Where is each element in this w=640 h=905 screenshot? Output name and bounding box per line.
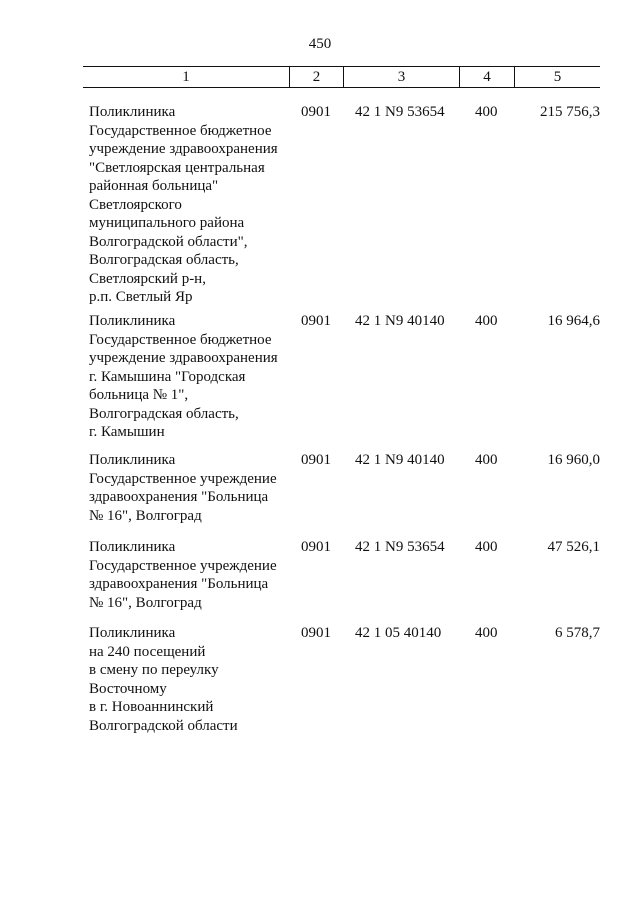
table-header bbox=[83, 66, 600, 88]
section-code: 0901 bbox=[301, 104, 331, 120]
institution-name-line: в г. Новоаннинский bbox=[89, 699, 214, 715]
institution-name-line: Светлоярского bbox=[89, 196, 182, 213]
institution-name-line: р.п. Светлый Яр bbox=[89, 289, 193, 305]
institution-name bbox=[89, 312, 299, 442]
institution-name-line: в смену по переулку bbox=[89, 662, 219, 678]
institution-name-line: больница № 1", bbox=[89, 387, 189, 403]
column-header-4: 4 bbox=[459, 67, 514, 87]
column-header-5: 5 bbox=[514, 67, 600, 87]
institution-name-line: Государственное учреждение bbox=[89, 557, 277, 574]
institution-name-line: учреждение здравоохранения bbox=[89, 350, 278, 366]
institution-name-line: Государственное бюджетное bbox=[89, 331, 272, 348]
column-header-1: 1 bbox=[182, 69, 190, 85]
expense-type-code: 400 bbox=[475, 625, 498, 641]
institution-name bbox=[89, 103, 299, 307]
institution-name-line: Государственное бюджетное bbox=[89, 122, 272, 139]
institution-name-line: Светлоярский р-н, bbox=[89, 270, 206, 287]
page-number: 450 bbox=[308, 36, 332, 52]
amount-value: 6 578,7 bbox=[555, 625, 600, 641]
institution-name-line: Поликлиника bbox=[89, 313, 176, 329]
institution-name-line: Поликлиника bbox=[89, 539, 176, 555]
expense-type-code: 400 bbox=[475, 452, 498, 468]
amount-value: 16 960,0 bbox=[547, 452, 600, 468]
institution-name-line: здравоохранения "Больница bbox=[89, 576, 269, 592]
institution-name bbox=[89, 451, 299, 525]
target-article-code: 42 1 N9 53654 bbox=[355, 104, 445, 120]
amount-value: 16 964,6 bbox=[547, 313, 600, 329]
column-header-2: 2 bbox=[289, 67, 343, 87]
institution-name-line: г. Камышина "Городская bbox=[89, 368, 246, 385]
amount-value: 215 756,3 bbox=[540, 104, 600, 120]
institution-name-line: Волгоградской области", bbox=[89, 233, 248, 250]
expense-type-code: 400 bbox=[475, 313, 498, 329]
target-article-code: 42 1 N9 40140 bbox=[355, 452, 445, 468]
institution-name-line: Поликлиника bbox=[89, 625, 176, 641]
institution-name-line: учреждение здравоохранения bbox=[89, 141, 278, 157]
institution-name-line: № 16", Волгоград bbox=[89, 594, 202, 611]
institution-name-line: № 16", Волгоград bbox=[89, 507, 202, 524]
institution-name-line: муниципального района bbox=[89, 215, 245, 231]
institution-name-line: Государственное учреждение bbox=[89, 470, 277, 487]
target-article-code: 42 1 N9 40140 bbox=[355, 313, 445, 329]
amount-value: 47 526,1 bbox=[547, 539, 600, 555]
institution-name-line: г. Камышин bbox=[89, 424, 165, 440]
institution-name-line: "Светлоярская центральная bbox=[89, 159, 265, 176]
institution-name-line: районная больница" bbox=[89, 178, 219, 194]
target-article-code: 42 1 05 40140 bbox=[355, 625, 442, 641]
section-code: 0901 bbox=[301, 625, 331, 641]
institution-name-line: на 240 посещений bbox=[89, 643, 206, 660]
institution-name bbox=[89, 538, 299, 612]
institution-name-line: Волгоградская область, bbox=[89, 252, 239, 268]
section-code: 0901 bbox=[301, 539, 331, 555]
expense-type-code: 400 bbox=[475, 539, 498, 555]
institution-name-line: Восточному bbox=[89, 680, 167, 697]
institution-name-line: здравоохранения "Больница bbox=[89, 489, 269, 505]
institution-name-line: Волгоградской области bbox=[89, 717, 238, 734]
institution-name-line: Волгоградская область, bbox=[89, 405, 239, 422]
column-header-3: 3 bbox=[343, 67, 459, 87]
section-code: 0901 bbox=[301, 313, 331, 329]
institution-name bbox=[89, 624, 299, 735]
institution-name-line: Поликлиника bbox=[89, 104, 176, 120]
institution-name-line: Поликлиника bbox=[89, 452, 176, 468]
section-code: 0901 bbox=[301, 452, 331, 468]
expense-type-code: 400 bbox=[475, 104, 498, 120]
target-article-code: 42 1 N9 53654 bbox=[355, 539, 445, 555]
